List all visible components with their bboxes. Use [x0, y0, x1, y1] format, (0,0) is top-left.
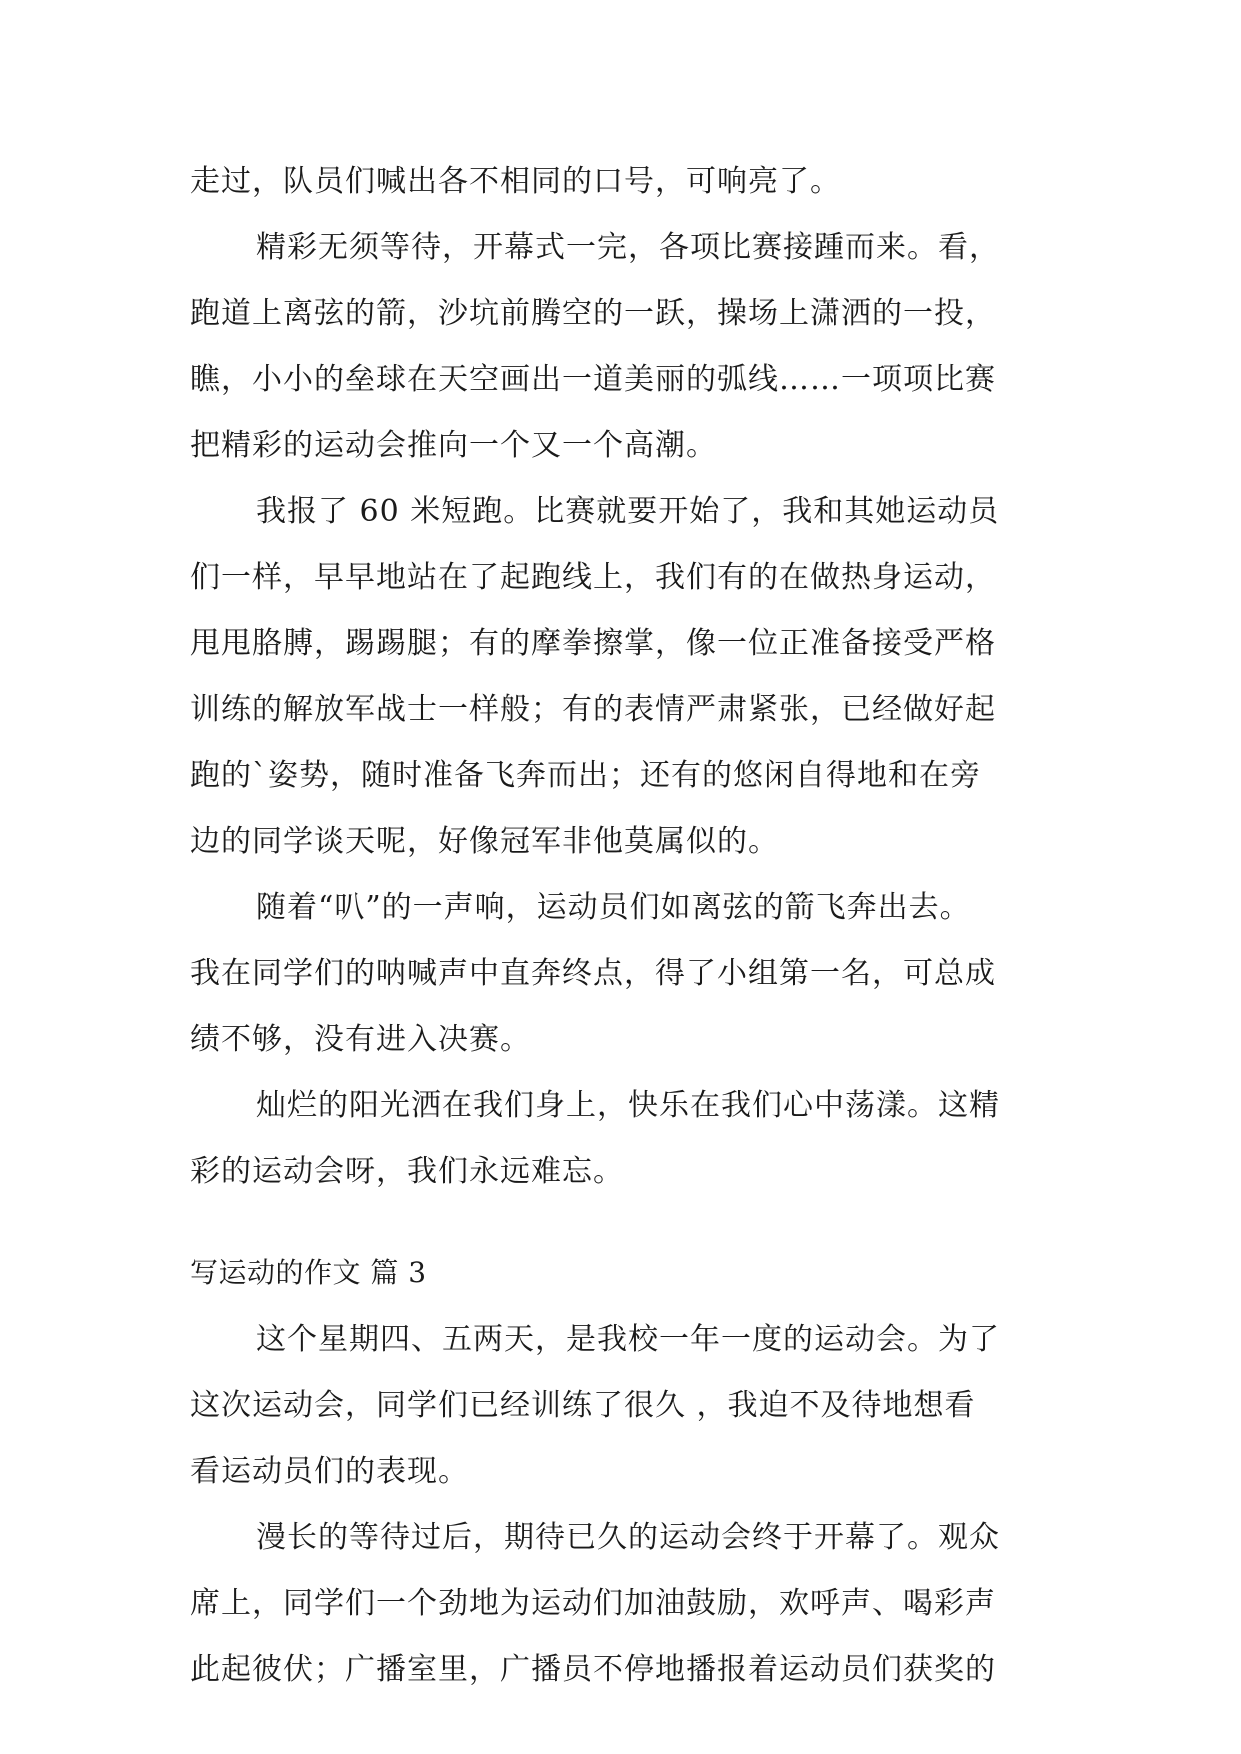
text-line: 甩甩胳膊，踢踢腿；有的摩拳擦掌，像一位正准备接受严格 — [190, 626, 996, 661]
text-line: 走过，队员们喊出各不相同的口号，可响亮了。 — [190, 164, 841, 199]
text-line: 边的同学谈天呢，好像冠军非他莫属似的。 — [190, 824, 779, 859]
text-line: 精彩无须等待，开幕式一完，各项比赛接踵而来。看， — [256, 230, 1000, 265]
text-line: 漫长的等待过后，期待已久的运动会终于开幕了。观众 — [256, 1520, 1000, 1555]
text-line: 绩不够，没有进入决赛。 — [190, 1022, 531, 1057]
text-line: 把精彩的运动会推向一个又一个高潮。 — [190, 428, 717, 463]
text-line: 席上，同学们一个劲地为运动们加油鼓励，欢呼声、喝彩声 — [190, 1586, 996, 1621]
section-heading: 写运动的作文 篇 3 — [190, 1256, 427, 1289]
text-line: 彩的运动会呀，我们永远难忘。 — [190, 1154, 624, 1189]
text-line: 跑的`姿势，随时准备飞奔而出；还有的悠闲自得地和在旁 — [190, 758, 981, 793]
text-line: 我报了 60 米短跑。比赛就要开始了，我和其她运动员 — [256, 494, 1000, 529]
text-line: 这个星期四、五两天，是我校一年一度的运动会。为了 — [256, 1322, 1000, 1357]
text-line: 此起彼伏；广播室里，广播员不停地播报着运动员们获奖的 — [190, 1652, 996, 1687]
text-line: 训练的解放军战士一样般；有的表情严肃紧张，已经做好起 — [190, 692, 996, 727]
text-line: 这次运动会，同学们已经训练了很久 ，我迫不及待地想看 — [190, 1388, 976, 1423]
text-line: 我在同学们的呐喊声中直奔终点，得了小组第一名，可总成 — [190, 956, 996, 991]
text-line: 随着“叭”的一声响，运动员们如离弦的箭飞奔出去。 — [256, 890, 971, 925]
text-line: 灿烂的阳光洒在我们身上，快乐在我们心中荡漾。这精 — [256, 1088, 1000, 1123]
text-line: 跑道上离弦的箭，沙坑前腾空的一跃，操场上潇洒的一投， — [190, 296, 996, 331]
text-line: 们一样，早早地站在了起跑线上，我们有的在做热身运动， — [190, 560, 996, 595]
text-line: 看运动员们的表现。 — [190, 1454, 469, 1489]
text-line: 瞧，小小的垒球在天空画出一道美丽的弧线……一项项比赛 — [190, 362, 996, 397]
